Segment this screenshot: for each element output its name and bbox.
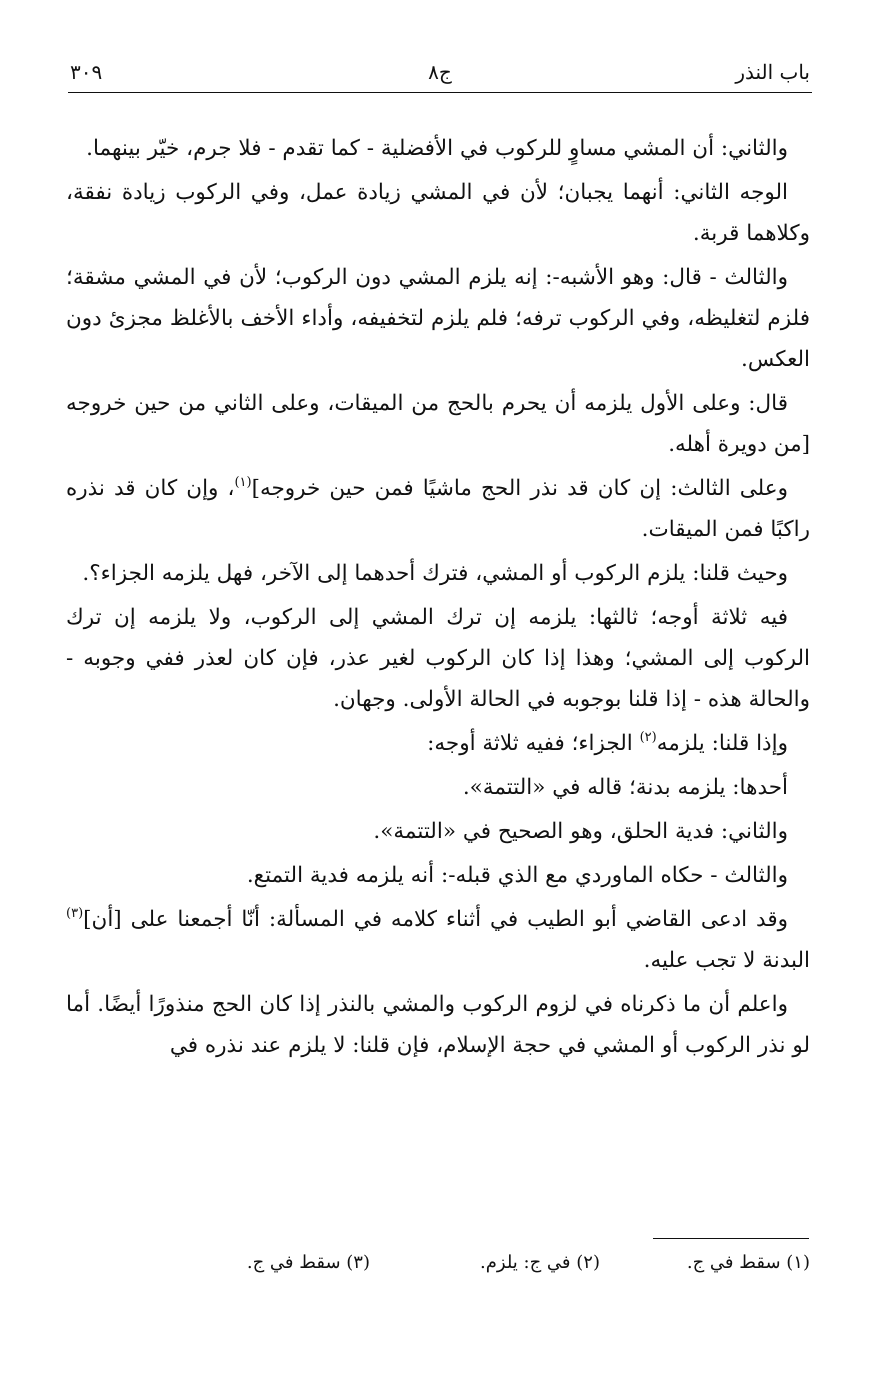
paragraph-text: البدنة لا تجب عليه. xyxy=(643,948,810,973)
paragraph: والثاني: فدية الحلق، وهو الصحيح في «التتمة». xyxy=(373,819,788,844)
running-header xyxy=(70,56,810,92)
paragraph-text: وقد ادعى القاضي أبو الطيب في أثناء كلامه في المسألة: أنّا أجمعنا على [أن] xyxy=(83,907,788,932)
footnote-number: (٢) xyxy=(576,1252,600,1273)
paragraph-text: وعلى الثالث: إن كان قد نذر الحج ماشيًا فمن حين خروجه] xyxy=(251,476,788,501)
paragraph xyxy=(66,468,810,550)
footnote-ref: (٣) xyxy=(66,906,84,921)
footnote xyxy=(480,1252,600,1273)
chapter-title: باب النذر xyxy=(735,60,810,84)
paragraph: الوجه الثاني: أنهما يجبان؛ لأن في المشي زيادة عمل، وفي الركوب زيادة نفقة، وكلاهما قربة. xyxy=(66,180,810,246)
paragraph-text: ، وإن كان قد نذره راكبًا فمن الميقات. xyxy=(66,476,810,542)
footnote xyxy=(247,1252,370,1273)
paragraph: وحيث قلنا: يلزم الركوب أو المشي، فترك أحدهما إلى الآخر، فهل يلزمه الجزاء؟. xyxy=(82,561,788,586)
volume-label: ج٨ xyxy=(428,60,452,84)
footnote-text: في ج: يلزم. xyxy=(480,1252,571,1273)
paragraph: والثاني: أن المشي مساوٍ للركوب في الأفضلية - كما تقدم - فلا جرم، خيّر بينهما. xyxy=(86,136,788,161)
page-number: ٣٠٩ xyxy=(70,60,103,84)
footnote-ref: (١) xyxy=(234,475,252,490)
paragraph: والثالث - حكاه الماوردي مع الذي قبله-: أنه يلزمه فدية التمتع. xyxy=(246,863,788,888)
paragraph: أحدها: يلزمه بدنة؛ قاله في «التتمة». xyxy=(462,775,788,800)
paragraph-text: الجزاء؛ ففيه ثلاثة أوجه: xyxy=(427,731,640,756)
paragraph: قال: وعلى الأول يلزمه أن يحرم بالحج من الميقات، وعلى الثاني من حين خروجه [من دويرة أهله. xyxy=(66,391,810,457)
footnote-number: (٣) xyxy=(346,1252,370,1273)
footnote-text: سقط في ج. xyxy=(246,1252,341,1273)
header-rule xyxy=(68,92,812,93)
footnote-rule xyxy=(653,1238,809,1239)
footnote-number: (١) xyxy=(786,1252,810,1273)
paragraph: فيه ثلاثة أوجه؛ ثالثها: يلزمه إن ترك المشي إلى الركوب، ولا يلزمه إن ترك الركوب إلى المشي؛ وهذا إذا كان الركوب لغير عذر، فإن كان لعذر ففي وجوبه - والحالة هذه - إذا قلنا بوجوبه في الحالة الأولى. وجهان. xyxy=(66,605,810,712)
paragraph xyxy=(66,723,810,764)
paragraph xyxy=(66,899,810,981)
footnote-text: سقط في ج. xyxy=(686,1252,781,1273)
footnote-ref: (٢) xyxy=(639,730,657,745)
footnote xyxy=(687,1252,810,1273)
paragraph: واعلم أن ما ذكرناه في لزوم الركوب والمشي بالنذر إذا كان الحج منذورًا أيضًا. أما لو نذر الركوب أو المشي في حجة الإسلام، فإن قلنا: لا يلزم عند نذره في xyxy=(66,992,810,1058)
paragraph: والثالث - قال: وهو الأشبه-: إنه يلزم المشي دون الركوب؛ لأن في المشي مشقة؛ فلزم لتغليظه، وفي الركوب ترفه؛ فلم يلزم لتخفيفه، وأداء الأخف بالأغلظ مجزئ دون العكس. xyxy=(66,265,810,372)
paragraph-text: وإذا قلنا: يلزمه xyxy=(656,731,788,756)
body-text xyxy=(66,128,810,1069)
